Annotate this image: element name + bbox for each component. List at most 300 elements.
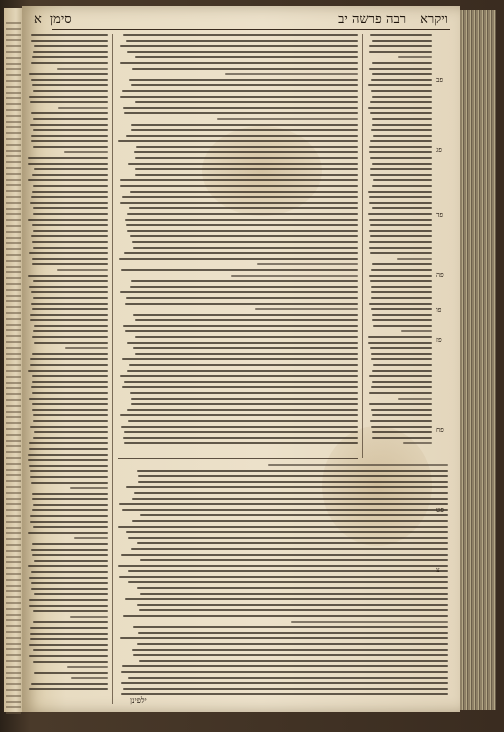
text-line <box>6 625 21 627</box>
text-line <box>32 543 108 545</box>
text-line <box>138 481 448 483</box>
text-line <box>132 649 448 651</box>
text-line <box>120 202 358 204</box>
text-line <box>33 90 108 92</box>
text-line <box>120 637 448 639</box>
marginal-marker: פח <box>436 426 444 434</box>
text-line <box>125 219 358 221</box>
text-line <box>123 34 358 36</box>
column-divider <box>362 34 363 458</box>
text-line <box>6 457 21 459</box>
text-line <box>6 324 21 326</box>
text-line <box>137 643 448 645</box>
text-line <box>31 112 108 114</box>
text-line <box>372 185 432 187</box>
text-line <box>29 599 108 601</box>
text-line <box>118 526 448 528</box>
text-line <box>403 442 432 444</box>
text-line <box>401 330 432 332</box>
text-line <box>124 381 358 383</box>
text-line <box>119 258 358 260</box>
text-line <box>121 693 448 695</box>
text-line <box>134 151 358 153</box>
text-line <box>125 598 448 600</box>
text-line <box>372 207 432 209</box>
text-line <box>6 329 21 331</box>
text-line <box>371 297 432 299</box>
text-line <box>32 191 108 193</box>
commentary-column-right <box>368 34 432 458</box>
text-line <box>120 179 358 181</box>
text-line <box>6 80 21 82</box>
text-line <box>32 56 108 58</box>
text-line <box>371 269 432 271</box>
text-line <box>369 151 432 153</box>
text-line <box>6 399 21 401</box>
text-line <box>127 213 358 215</box>
text-line <box>33 621 108 623</box>
text-line <box>371 308 432 310</box>
text-line <box>6 74 21 76</box>
text-line <box>6 614 21 616</box>
text-line <box>121 269 358 271</box>
text-line <box>6 706 21 708</box>
text-line <box>6 295 21 297</box>
text-line <box>6 57 21 59</box>
text-line <box>30 364 108 366</box>
text-line <box>397 258 432 260</box>
text-line <box>370 174 432 176</box>
text-line <box>373 179 432 181</box>
text-line <box>6 213 21 215</box>
text-line <box>120 45 358 47</box>
text-line <box>28 454 108 456</box>
text-line <box>140 593 448 595</box>
text-line <box>6 45 21 47</box>
text-line <box>128 581 448 583</box>
text-line <box>124 431 358 433</box>
text-line <box>123 325 358 327</box>
text-line <box>370 280 432 282</box>
text-line <box>6 573 21 575</box>
text-line <box>369 392 432 394</box>
text-line <box>30 627 108 629</box>
text-line <box>6 701 21 703</box>
text-line <box>33 504 108 506</box>
text-line <box>30 124 108 126</box>
text-line <box>127 51 358 53</box>
text-line <box>32 493 108 495</box>
marginal-marker: צ <box>436 566 440 574</box>
text-line <box>6 463 21 465</box>
text-line <box>33 526 108 528</box>
text-line <box>64 151 108 153</box>
text-line <box>368 213 432 215</box>
text-line <box>30 470 108 472</box>
text-line <box>28 157 108 159</box>
text-line <box>133 314 358 316</box>
text-line <box>125 303 358 305</box>
text-line <box>29 655 108 657</box>
text-line <box>398 56 432 58</box>
text-line <box>33 247 108 249</box>
text-line <box>28 370 108 372</box>
text-line <box>369 146 432 148</box>
text-line <box>128 677 448 679</box>
text-line <box>6 306 21 308</box>
text-line <box>398 398 432 400</box>
text-line <box>31 588 108 590</box>
text-line <box>371 358 432 360</box>
text-line <box>126 486 448 488</box>
text-line <box>257 263 358 265</box>
text-line <box>135 56 358 58</box>
text-line <box>137 470 448 472</box>
text-line <box>371 291 432 293</box>
text-line <box>372 263 432 265</box>
text-line <box>6 28 21 30</box>
marginal-marker: פו <box>436 306 442 314</box>
text-line <box>28 179 108 181</box>
text-line <box>369 51 432 53</box>
text-line <box>371 386 432 388</box>
text-line <box>6 376 21 378</box>
header-folio-letter: א <box>34 12 42 27</box>
text-line <box>6 486 21 488</box>
text-line <box>30 426 108 428</box>
text-line <box>119 503 448 505</box>
marginal-marker: פב <box>436 76 444 84</box>
text-line <box>138 475 448 477</box>
text-line <box>6 712 21 714</box>
text-line <box>6 202 21 204</box>
text-line <box>217 118 358 120</box>
text-line <box>6 660 21 662</box>
text-line <box>31 482 108 484</box>
text-line <box>34 431 108 433</box>
text-line <box>127 409 358 411</box>
text-line <box>131 280 358 282</box>
text-line <box>30 101 108 103</box>
text-line <box>6 492 21 494</box>
text-line <box>372 381 432 383</box>
text-line <box>131 548 448 550</box>
text-line <box>373 325 432 327</box>
text-line <box>369 403 432 405</box>
text-line <box>29 644 108 646</box>
text-line <box>6 115 21 117</box>
text-line <box>30 476 108 478</box>
text-line <box>136 146 358 148</box>
running-header <box>22 10 460 28</box>
header-folio-mark: סימן <box>49 12 72 27</box>
text-line <box>29 96 108 98</box>
text-line <box>33 610 108 612</box>
text-line <box>6 341 21 343</box>
text-line <box>31 549 108 551</box>
text-line <box>372 118 432 120</box>
text-line <box>131 129 358 131</box>
text-line <box>6 97 21 99</box>
text-line <box>32 375 108 377</box>
text-line <box>372 314 432 316</box>
text-line <box>370 347 432 349</box>
text-line <box>33 330 108 332</box>
text-line <box>371 286 432 288</box>
text-line <box>71 677 108 679</box>
text-line <box>6 422 21 424</box>
text-line <box>33 118 108 120</box>
text-line <box>6 208 21 210</box>
text-line <box>140 559 448 561</box>
commentary-column-left <box>28 34 108 704</box>
text-line <box>6 231 21 233</box>
text-line <box>121 682 448 684</box>
text-line <box>372 319 432 321</box>
text-line <box>28 532 108 534</box>
text-line <box>369 202 432 204</box>
text-line <box>6 150 21 152</box>
text-line <box>6 550 21 552</box>
text-line <box>6 451 21 453</box>
text-line <box>33 51 108 53</box>
text-line <box>6 428 21 430</box>
text-line <box>6 654 21 656</box>
text-line <box>32 224 108 226</box>
text-line <box>6 648 21 650</box>
text-line <box>6 561 21 563</box>
text-line <box>32 381 108 383</box>
text-line <box>6 544 21 546</box>
text-line <box>30 633 108 635</box>
marginal-marker: פה <box>436 271 444 279</box>
text-line <box>6 643 21 645</box>
text-line <box>6 440 21 442</box>
text-line <box>32 509 108 511</box>
text-line <box>6 161 21 163</box>
text-line <box>120 375 358 377</box>
text-line <box>291 621 448 623</box>
text-line <box>6 672 21 674</box>
text-line <box>6 370 21 372</box>
text-line <box>6 144 21 146</box>
text-line <box>34 168 108 170</box>
text-line <box>6 411 21 413</box>
marginal-marker: פד <box>436 211 444 219</box>
text-line <box>131 403 358 405</box>
text-line <box>6 184 21 186</box>
text-line <box>34 560 108 562</box>
text-line <box>31 235 108 237</box>
text-line <box>6 521 21 523</box>
text-line <box>133 347 358 349</box>
text-line <box>6 132 21 134</box>
text-line <box>6 271 21 273</box>
text-line <box>32 392 108 394</box>
text-line <box>6 138 21 140</box>
text-line <box>131 84 358 86</box>
text-line <box>126 531 448 533</box>
text-line <box>32 336 108 338</box>
text-line <box>6 515 21 517</box>
text-line <box>6 51 21 53</box>
text-line <box>131 124 358 126</box>
text-line <box>33 280 108 282</box>
text-line <box>128 163 358 165</box>
text-line <box>29 442 108 444</box>
text-line <box>31 196 108 198</box>
text-line <box>125 330 358 332</box>
text-line <box>121 426 358 428</box>
text-line <box>132 498 448 500</box>
text-line <box>31 683 108 685</box>
text-line <box>6 260 21 262</box>
text-line <box>371 426 432 428</box>
text-line <box>123 437 358 439</box>
text-line <box>369 219 432 221</box>
text-line <box>29 448 108 450</box>
text-line <box>6 637 21 639</box>
text-line <box>268 464 448 466</box>
text-line <box>6 300 21 302</box>
text-line <box>369 230 432 232</box>
text-line <box>6 312 21 314</box>
column-divider <box>112 34 113 704</box>
text-line <box>6 608 21 610</box>
text-line <box>6 358 21 360</box>
text-line <box>28 275 108 277</box>
text-line <box>6 677 21 679</box>
text-line <box>31 135 108 137</box>
text-line <box>6 631 21 633</box>
text-line <box>369 303 432 305</box>
text-line <box>6 39 21 41</box>
text-line <box>6 34 21 36</box>
text-line <box>6 335 21 337</box>
text-line <box>6 86 21 88</box>
text-line <box>32 263 108 265</box>
text-line <box>6 666 21 668</box>
text-line <box>371 129 432 131</box>
text-line <box>225 73 358 75</box>
text-line <box>32 241 108 243</box>
text-line <box>31 140 108 142</box>
text-line <box>29 577 108 579</box>
text-line <box>370 420 432 422</box>
text-line <box>30 314 108 316</box>
text-line <box>369 68 432 70</box>
text-line <box>128 537 448 539</box>
text-line <box>372 40 432 42</box>
text-line <box>368 191 432 193</box>
text-line <box>29 605 108 607</box>
text-line <box>31 291 108 293</box>
text-line <box>31 62 108 64</box>
text-line <box>57 68 108 70</box>
text-line <box>120 185 358 187</box>
text-line <box>6 121 21 123</box>
text-line <box>135 353 358 355</box>
text-line <box>127 370 358 372</box>
marginal-marker: פג <box>436 146 442 154</box>
text-line <box>130 286 358 288</box>
text-line <box>32 498 108 500</box>
text-line <box>6 68 21 70</box>
text-line <box>31 40 108 42</box>
text-line <box>6 382 21 384</box>
text-line <box>369 196 432 198</box>
text-line <box>121 671 448 673</box>
text-line <box>368 84 432 86</box>
text-line <box>34 342 108 344</box>
header-section: רבה פרשה יב <box>338 12 407 27</box>
text-line <box>369 247 432 249</box>
text-line <box>140 514 448 516</box>
text-line <box>371 79 432 81</box>
text-line <box>6 567 21 569</box>
text-line <box>368 107 432 109</box>
text-line <box>139 660 448 662</box>
text-line <box>6 503 21 505</box>
text-line <box>74 537 108 539</box>
text-line <box>70 487 108 489</box>
text-line <box>6 248 21 250</box>
text-line <box>137 542 448 544</box>
text-line <box>6 289 21 291</box>
text-line <box>130 191 358 193</box>
text-line <box>133 654 448 656</box>
text-line <box>33 420 108 422</box>
text-line <box>6 364 21 366</box>
text-line <box>369 45 432 47</box>
text-line <box>370 157 432 159</box>
text-line <box>131 398 358 400</box>
text-line <box>370 34 432 36</box>
text-line <box>32 403 108 405</box>
text-line <box>6 22 21 24</box>
text-line <box>67 666 108 668</box>
text-line <box>33 661 108 663</box>
text-line <box>135 101 358 103</box>
text-line <box>6 585 21 587</box>
text-line <box>231 275 358 277</box>
text-line <box>119 576 448 578</box>
text-line <box>30 521 108 523</box>
text-line <box>6 556 21 558</box>
text-line <box>34 593 108 595</box>
text-line <box>6 219 21 221</box>
text-line <box>120 62 358 64</box>
text-line <box>137 587 448 589</box>
text-line <box>120 414 358 416</box>
text-line <box>31 303 108 305</box>
text-line <box>70 616 108 618</box>
text-line <box>6 434 21 436</box>
lower-commentary <box>118 464 448 704</box>
text-line <box>32 308 108 310</box>
text-line <box>373 364 432 366</box>
text-line <box>6 126 21 128</box>
text-line <box>371 353 432 355</box>
text-line <box>135 336 358 338</box>
text-line <box>30 202 108 204</box>
marginal-marker: פז <box>436 336 442 344</box>
text-line <box>129 364 358 366</box>
section-rule <box>118 458 358 459</box>
text-line <box>6 155 21 157</box>
text-line <box>6 527 21 529</box>
text-line <box>128 420 358 422</box>
